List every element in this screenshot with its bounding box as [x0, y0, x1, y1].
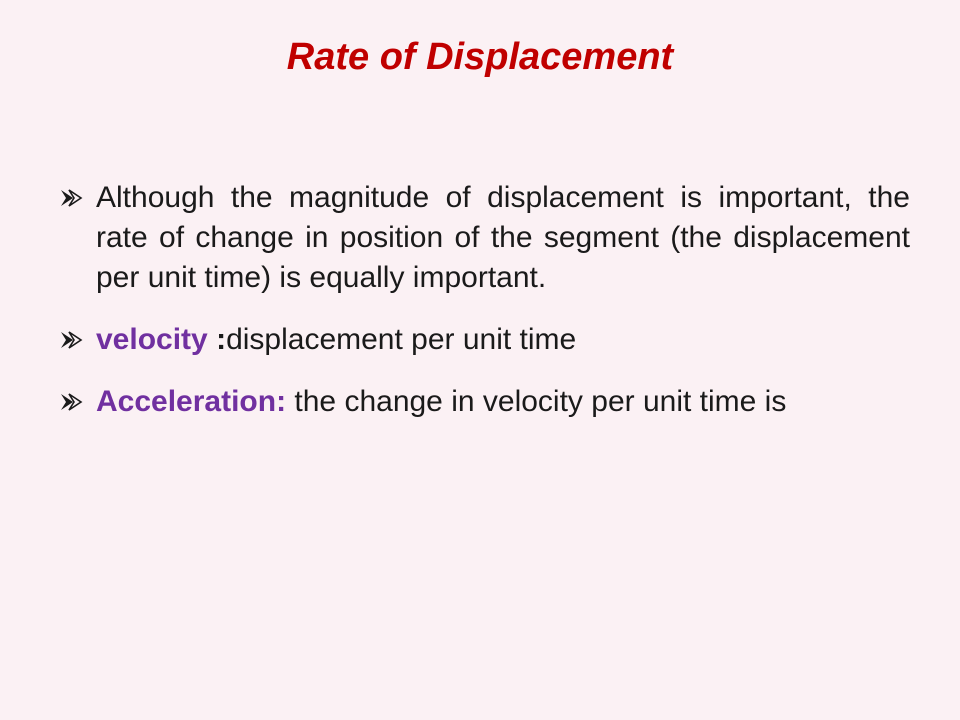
bullet-item-3 — [60, 382, 910, 422]
bullet-item-2 — [60, 320, 910, 360]
bullet-text: the change in velocity per unit time is — [294, 385, 787, 418]
slide-title: Rate of Displacement — [286, 36, 674, 78]
bullet-term: Acceleration — [96, 385, 277, 418]
bullet-item-1 — [60, 178, 910, 298]
bullet-separator: : — [207, 323, 227, 356]
bullet-list — [60, 178, 910, 444]
bullet-separator: : — [276, 385, 295, 418]
bullet-text: Although the magnitude of displacement is important, the rate of change in position of the segment (the displacement per unit time) is equally important. — [96, 181, 910, 294]
bullet-term: velocity — [96, 323, 208, 356]
arrow-bullet-icon — [60, 391, 84, 413]
arrow-bullet-icon — [60, 187, 84, 209]
bullet-text: displacement per unit time — [226, 323, 577, 356]
arrow-bullet-icon — [60, 329, 84, 351]
